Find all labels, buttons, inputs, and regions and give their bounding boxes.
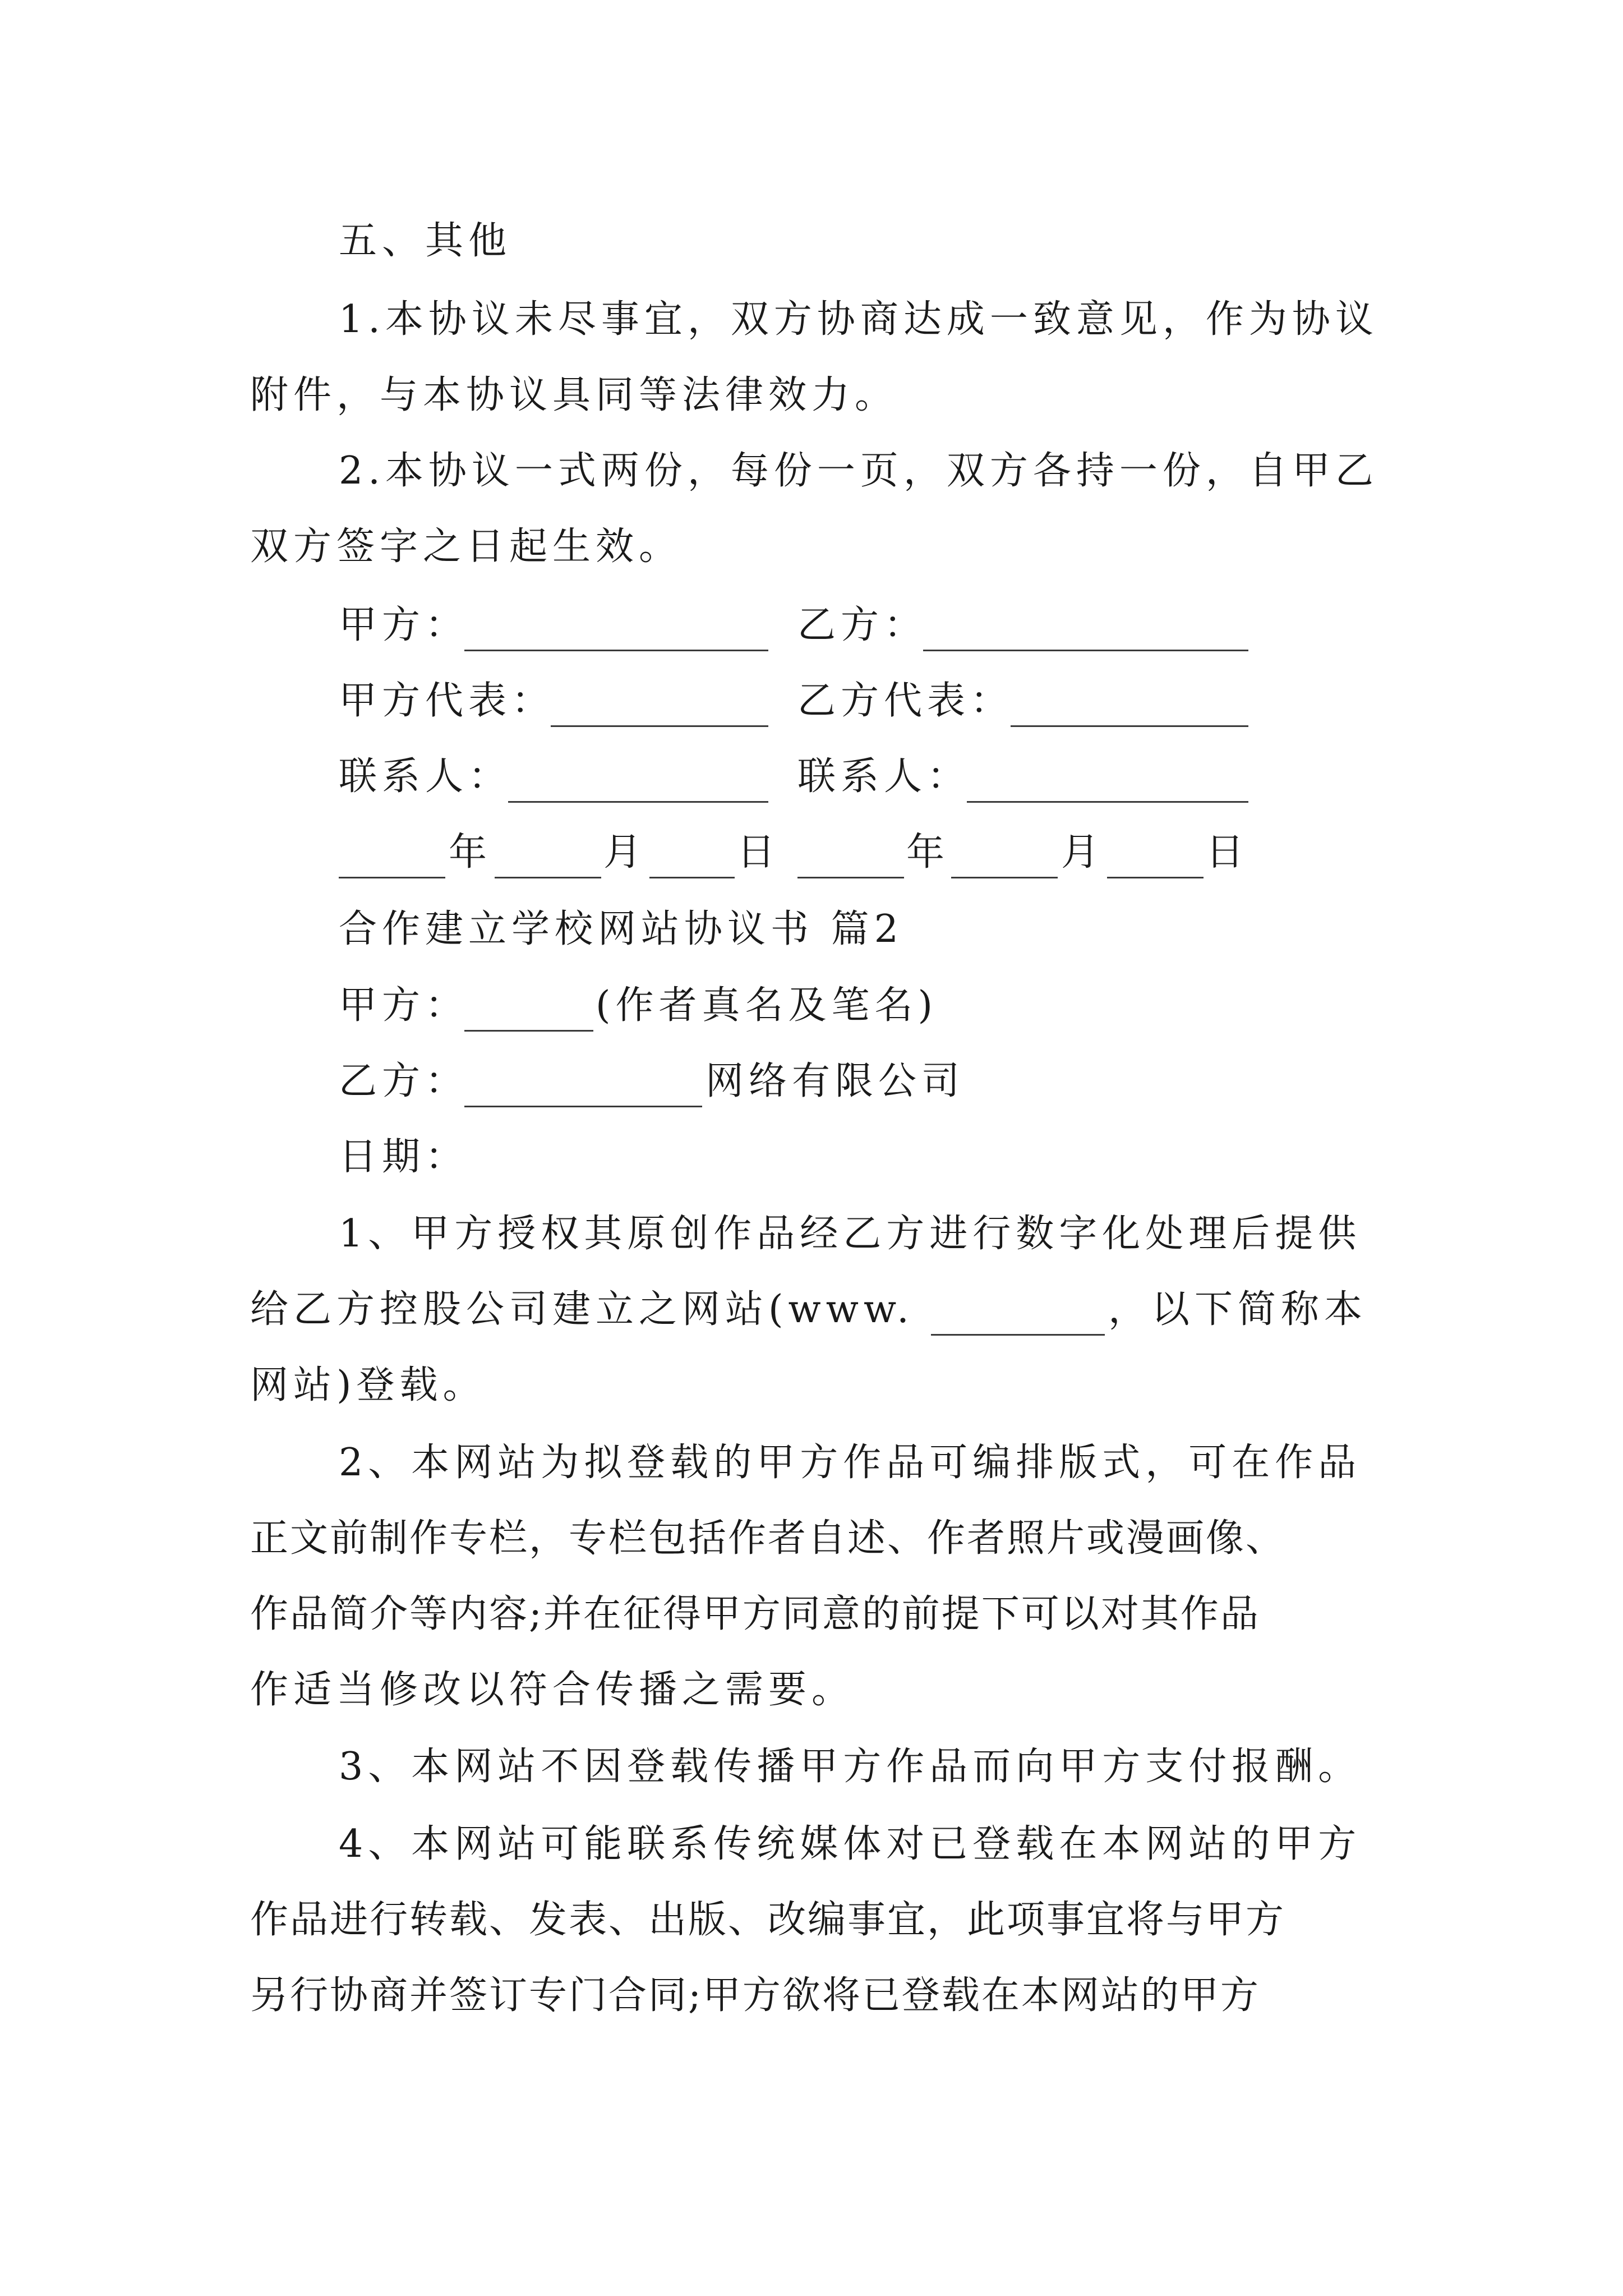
party-a-label: 甲方： bbox=[339, 603, 469, 647]
contact-b-label: 联系人： bbox=[797, 754, 971, 799]
para-1-line-1: 1、甲方授权其原创作品经乙方进行数字化处理后提供 bbox=[339, 1212, 1362, 1256]
para-4-line-2: 作品进行转载、发表、出版、改编事宜，此项事宜将与甲方 bbox=[250, 1898, 1286, 1942]
contact-b-blank bbox=[967, 769, 1248, 803]
para-3-line-1: 3、本网站不因登载传播甲方作品而向甲方支付报酬。 bbox=[339, 1745, 1362, 1789]
contact-a-label: 联系人： bbox=[339, 754, 512, 799]
date-a-day-label: 日 bbox=[737, 830, 781, 875]
date-a-month-blank bbox=[495, 844, 601, 878]
date-a-day-blank bbox=[649, 844, 735, 878]
para-1-line-2b: ，以下简称本 bbox=[1108, 1287, 1368, 1332]
rep-a-blank bbox=[551, 693, 768, 727]
para-1-line-3: 网站)登载。 bbox=[250, 1363, 486, 1407]
date-a-month-label: 月 bbox=[603, 830, 647, 875]
date-b-year-label: 年 bbox=[906, 830, 950, 875]
article-title: 合作建立学校网站协议书 篇2 bbox=[339, 907, 903, 951]
article-party-b-prefix: 乙方： bbox=[339, 1059, 469, 1103]
clause-2-line-2: 双方签字之日起生效。 bbox=[250, 524, 683, 569]
rep-b-blank bbox=[1011, 693, 1248, 727]
article-party-b-blank bbox=[464, 1073, 702, 1107]
date-b-day-label: 日 bbox=[1206, 830, 1249, 875]
date-b-year-blank bbox=[797, 844, 904, 878]
clause-1-line-1: 1.本协议未尽事宜，双方协商达成一致意见，作为协议 bbox=[339, 297, 1378, 342]
para-2-line-3: 作品简介等内容;并在征得甲方同意的前提下可以对其作品 bbox=[250, 1592, 1260, 1636]
party-b-label: 乙方： bbox=[797, 603, 928, 647]
date-b-month-label: 月 bbox=[1061, 830, 1105, 875]
para-2-line-2: 正文前制作专栏，专栏包括作者自述、作者照片或漫画像、 bbox=[250, 1516, 1286, 1561]
para-2-line-4: 作适当修改以符合传播之需要。 bbox=[250, 1668, 855, 1712]
clause-1-line-2: 附件，与本协议具同等法律效力。 bbox=[250, 373, 898, 417]
para-1-line-2a: 给乙方控股公司建立之网站(www. bbox=[250, 1287, 932, 1332]
para-4-line-3: 另行协商并签订专门合同;甲方欲将已登载在本网站的甲方 bbox=[250, 1973, 1260, 2018]
rep-a-label: 甲方代表： bbox=[339, 679, 555, 723]
rep-b-label: 乙方代表： bbox=[797, 679, 1014, 723]
website-url-blank bbox=[931, 1301, 1105, 1336]
date-a-year-label: 年 bbox=[449, 830, 492, 875]
party-a-blank bbox=[464, 617, 768, 651]
article-party-a-prefix: 甲方： bbox=[339, 983, 469, 1028]
date-b-month-blank bbox=[951, 844, 1058, 878]
article-party-a-suffix: (作者真名及笔名) bbox=[596, 983, 938, 1028]
para-4-line-1: 4、本网站可能联系传统媒体对已登载在本网站的甲方 bbox=[339, 1822, 1362, 1866]
article-party-b-suffix: 网络有限公司 bbox=[706, 1059, 965, 1103]
article-party-a-blank bbox=[464, 997, 593, 1032]
para-2-line-1: 2、本网站为拟登载的甲方作品可编排版式，可在作品 bbox=[339, 1441, 1362, 1485]
date-b-day-blank bbox=[1107, 844, 1204, 878]
article-date-label: 日期： bbox=[339, 1135, 469, 1179]
clause-2-line-1: 2.本协议一式两份，每份一页，双方各持一份，自甲乙 bbox=[339, 449, 1378, 493]
contact-a-blank bbox=[508, 769, 768, 803]
party-b-blank bbox=[923, 617, 1248, 651]
date-a-year-blank bbox=[339, 844, 445, 878]
section-heading: 五、其他 bbox=[339, 219, 512, 263]
